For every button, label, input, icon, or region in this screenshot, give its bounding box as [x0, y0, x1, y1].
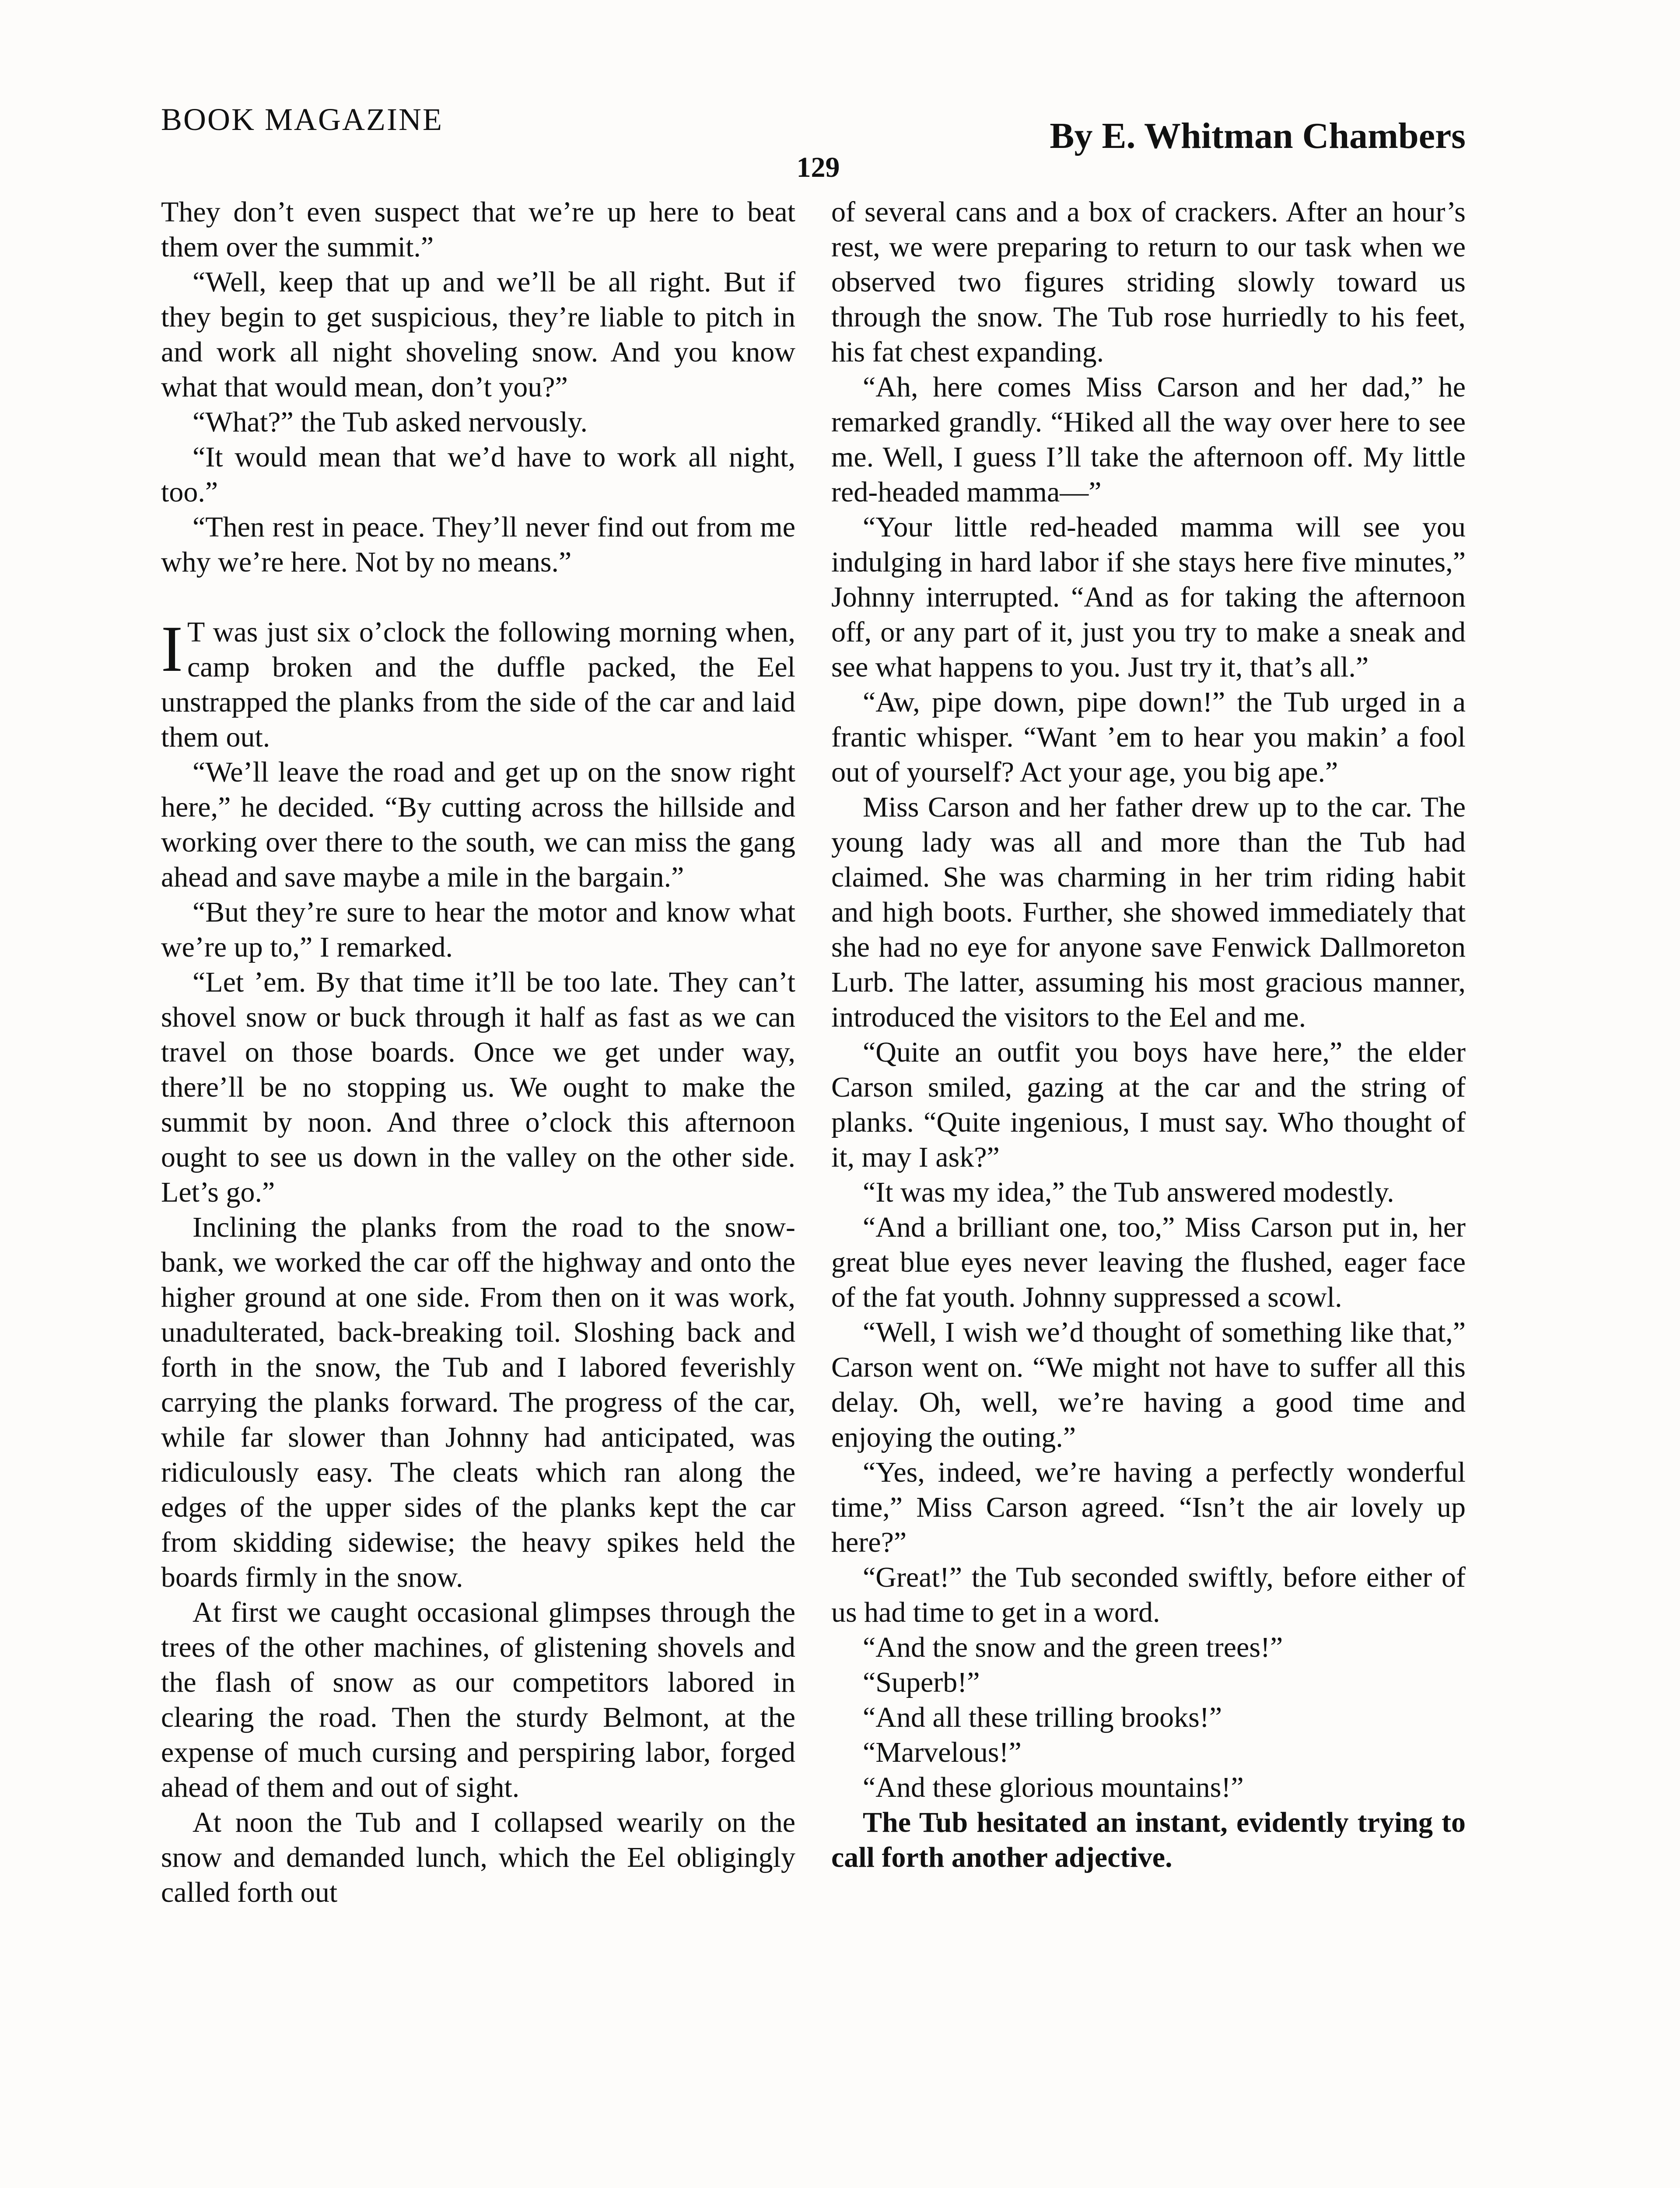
- paragraph: [831, 1735, 1466, 1770]
- paragraph: [161, 615, 795, 755]
- paragraph-text: “Superb!”: [863, 1666, 980, 1698]
- paragraph-text: “Well, keep that up and we’ll be all right. But if they begin to get suspicious, they’re liable to pitch in and work all night shoveling snow. And you know what that would mean, don’t you?”: [161, 266, 795, 403]
- paragraph-text: “And these glorious mountains!”: [863, 1771, 1244, 1803]
- paragraph-text: “Ah, here comes Miss Carson and her dad,” he remarked grandly. “Hiked all the way over here to see me. Well, I guess I’ll take the afternoon off. My little red-headed mamma—”: [831, 371, 1466, 508]
- paragraph: [831, 1630, 1466, 1665]
- paragraph: [831, 510, 1466, 685]
- paragraph-text: of several cans and a box of crackers. After an hour’s rest, we were preparing to return to our task when we observed two figures striding slowly toward us through the snow. The Tub rose hurriedly to his feet, his fat chest expanding.: [831, 196, 1466, 368]
- paragraph: [831, 685, 1466, 790]
- paragraph-text: Miss Carson and her father drew up to the car. The young lady was all and more than the Tub had claimed. She was charming in her trim riding habit and high boots. Further, she showed immediately that she had no eye for anyone save Fenwick Dallmoreton Lurb. The latter, assuming his most gracious manner, introduced the visitors to the Eel and me.: [831, 791, 1466, 1033]
- paragraph: [831, 1315, 1466, 1455]
- paragraph: [161, 1210, 795, 1595]
- paragraph: [831, 1455, 1466, 1560]
- right-text-column: [831, 195, 1466, 1875]
- paragraph: [831, 1210, 1466, 1315]
- paragraph-text: “Let ’em. By that time it’ll be too late. They can’t shovel snow or buck through it half as fast as we can travel on those boards. Once we get under way, there’ll be no stopping us. We ought to make the summit by noon. And three o’clock this afternoon ought to see us down in the valley on the other side. Let’s go.”: [161, 966, 795, 1208]
- paragraph: [831, 1700, 1466, 1735]
- paragraph: [831, 1805, 1466, 1875]
- paragraph: [161, 1805, 795, 1910]
- paragraph: [161, 510, 795, 580]
- paragraph-text: “Marvelous!”: [863, 1736, 1022, 1768]
- paragraph: [161, 755, 795, 895]
- paragraph-text: They don’t even suspect that we’re up here to beat them over the summit.”: [161, 196, 795, 263]
- paragraph: [161, 1595, 795, 1805]
- paragraph-text: At noon the Tub and I collapsed wearily on the snow and demanded lunch, which the Eel obligingly called forth out: [161, 1806, 795, 1908]
- paragraph-text: “It would mean that we’d have to work all night, too.”: [161, 441, 795, 508]
- paragraph-text: “Great!” the Tub seconded swiftly, before either of us had time to get in a word.: [831, 1561, 1466, 1628]
- paragraph-text: “Then rest in peace. They’ll never find out from me why we’re here. Not by no means.”: [161, 511, 795, 578]
- paragraph-text: “And the snow and the green trees!”: [863, 1631, 1283, 1663]
- paragraph: [831, 790, 1466, 1035]
- paragraph: [831, 370, 1466, 510]
- paragraph: [161, 195, 795, 265]
- paragraph: [831, 195, 1466, 370]
- paragraph-text: “Well, I wish we’d thought of something like that,” Carson went on. “We might not have to suffer all this delay. Oh, well, we’re having a good time and enjoying the outing.”: [831, 1316, 1466, 1453]
- paragraph-text: “But they’re sure to hear the motor and know what we’re up to,” I remarked.: [161, 896, 795, 963]
- paragraph-text: Inclining the planks from the road to the snow-bank, we worked the car off the highway and onto the higher ground at one side. From then on it was work, unadulterated, back-breaking toil. Sloshing back and forth in the snow, the Tub and I labored feverishly carrying the planks forward. The progress of the car, while far slower than Johnny had anticipated, was ridiculously easy. The cleats which ran along the edges of the upper sides of the planks kept the car from skidding sidewise; the heavy spikes held the boards firmly in the snow.: [161, 1211, 795, 1593]
- paragraph: [161, 405, 795, 440]
- paragraph: [831, 1770, 1466, 1805]
- paragraph: [831, 1175, 1466, 1210]
- paragraph: [161, 440, 795, 510]
- paragraph-text: “And all these trilling brooks!”: [863, 1701, 1222, 1733]
- paragraph: [831, 1035, 1466, 1175]
- paragraph-text: “Your little red-headed mamma will see you indulging in hard labor if she stays here five minutes,” Johnny interrupted. “And as for taking the afternoon off, or any part of it, just you try to make a sneak and see what happens to you. Just try it, that’s all.”: [831, 511, 1466, 683]
- left-text-column: [161, 195, 795, 1910]
- paragraph: [831, 1665, 1466, 1700]
- page-number: 129: [796, 151, 840, 183]
- paragraph: [831, 1560, 1466, 1630]
- paragraph-text: At first we caught occasional glimpses through the trees of the other machines, of glistening shovels and the flash of snow as our competitors labored in clearing the road. Then the sturdy Belmont, at the expense of much cursing and perspiring labor, forged ahead of them and out of sight.: [161, 1596, 795, 1803]
- paragraph-text: “What?” the Tub asked nervously.: [192, 406, 588, 438]
- paragraph-text: “Yes, indeed, we’re having a perfectly wonderful time,” Miss Carson agreed. “Isn’t the air lovely up here?”: [831, 1456, 1466, 1558]
- paragraph-text: “Aw, pipe down, pipe down!” the Tub urged in a frantic whisper. “Want ’em to hear you makin’ a fool out of yourself? Act your age, you big ape.”: [831, 686, 1466, 788]
- running-header-magazine: BOOK MAGAZINE: [161, 102, 443, 137]
- paragraph: [161, 265, 795, 405]
- paragraph: [161, 965, 795, 1210]
- drop-cap: I: [161, 613, 183, 685]
- running-header-author: By E. Whitman Chambers: [1050, 116, 1466, 156]
- paragraph-text: “It was my idea,” the Tub answered modestly.: [863, 1176, 1394, 1208]
- paragraph: [161, 895, 795, 965]
- paragraph-text: “And a brilliant one, too,” Miss Carson put in, her great blue eyes never leaving the flushed, eager face of the fat youth. Johnny suppressed a scowl.: [831, 1211, 1466, 1313]
- paragraph-text: T was just six o’clock the following morning when, camp broken and the duffle packed, the Eel unstrapped the planks from the side of the car and laid them out.: [161, 616, 795, 753]
- paragraph-text: The Tub hesitated an instant, evidently trying to call forth another adjective.: [831, 1806, 1466, 1873]
- paragraph-text: “Quite an outfit you boys have here,” the elder Carson smiled, gazing at the car and the string of planks. “Quite ingenious, I must say. Who thought of it, may I ask?”: [831, 1036, 1466, 1173]
- paragraph-text: “We’ll leave the road and get up on the snow right here,” he decided. “By cutting across the hillside and working over there to the south, we can miss the gang ahead and save maybe a mile in the bargain.”: [161, 756, 795, 893]
